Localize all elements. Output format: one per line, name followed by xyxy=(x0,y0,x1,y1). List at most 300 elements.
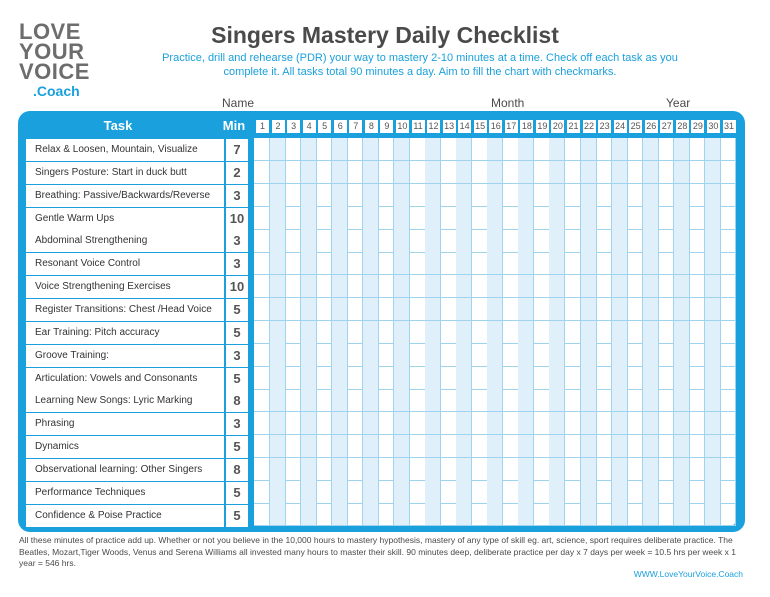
checkbox-cell[interactable] xyxy=(425,389,441,412)
checkbox-cell[interactable] xyxy=(254,298,270,321)
checkbox-cell[interactable] xyxy=(285,435,301,458)
checkbox-cell[interactable] xyxy=(534,366,550,389)
checkbox-cell[interactable] xyxy=(503,161,519,184)
checkbox-cell[interactable] xyxy=(705,321,721,344)
checkbox-cell[interactable] xyxy=(658,480,674,503)
checkbox-cell[interactable] xyxy=(503,480,519,503)
checkbox-cell[interactable] xyxy=(487,161,503,184)
checkbox-cell[interactable] xyxy=(378,480,394,503)
checkbox-cell[interactable] xyxy=(689,275,705,298)
checkbox-cell[interactable] xyxy=(503,458,519,481)
checkbox-cell[interactable] xyxy=(581,480,597,503)
checkbox-cell[interactable] xyxy=(518,229,534,252)
checkbox-cell[interactable] xyxy=(254,229,270,252)
checkbox-cell[interactable] xyxy=(643,321,659,344)
checkbox-cell[interactable] xyxy=(612,229,628,252)
checkbox-cell[interactable] xyxy=(425,435,441,458)
checkbox-cell[interactable] xyxy=(549,184,565,207)
checkbox-cell[interactable] xyxy=(534,298,550,321)
checkbox-cell[interactable] xyxy=(456,229,472,252)
checkbox-cell[interactable] xyxy=(487,275,503,298)
checkbox-cell[interactable] xyxy=(487,389,503,412)
checkbox-cell[interactable] xyxy=(472,138,488,161)
checkbox-cell[interactable] xyxy=(643,184,659,207)
checkbox-cell[interactable] xyxy=(394,206,410,229)
checkbox-cell[interactable] xyxy=(689,184,705,207)
checkbox-cell[interactable] xyxy=(627,480,643,503)
checkbox-cell[interactable] xyxy=(518,412,534,435)
checkbox-cell[interactable] xyxy=(285,161,301,184)
checkbox-cell[interactable] xyxy=(565,206,581,229)
checkbox-cell[interactable] xyxy=(301,321,317,344)
checkbox-cell[interactable] xyxy=(549,161,565,184)
checkbox-cell[interactable] xyxy=(270,480,286,503)
checkbox-cell[interactable] xyxy=(487,503,503,526)
checkbox-cell[interactable] xyxy=(301,503,317,526)
checkbox-cell[interactable] xyxy=(689,366,705,389)
checkbox-cell[interactable] xyxy=(441,161,457,184)
checkbox-cell[interactable] xyxy=(596,389,612,412)
checkbox-cell[interactable] xyxy=(394,161,410,184)
checkbox-cell[interactable] xyxy=(596,252,612,275)
checkbox-cell[interactable] xyxy=(627,298,643,321)
checkbox-cell[interactable] xyxy=(378,184,394,207)
checkbox-cell[interactable] xyxy=(674,480,690,503)
checkbox-cell[interactable] xyxy=(472,161,488,184)
checkbox-cell[interactable] xyxy=(581,343,597,366)
checkbox-cell[interactable] xyxy=(254,366,270,389)
checkbox-cell[interactable] xyxy=(581,435,597,458)
checkbox-cell[interactable] xyxy=(627,389,643,412)
checkbox-cell[interactable] xyxy=(720,298,736,321)
checkbox-cell[interactable] xyxy=(596,298,612,321)
checkbox-cell[interactable] xyxy=(425,503,441,526)
checkbox-cell[interactable] xyxy=(425,138,441,161)
checkbox-cell[interactable] xyxy=(596,184,612,207)
checkbox-cell[interactable] xyxy=(332,480,348,503)
checkbox-cell[interactable] xyxy=(285,206,301,229)
checkbox-cell[interactable] xyxy=(316,412,332,435)
checkbox-cell[interactable] xyxy=(378,435,394,458)
checkbox-cell[interactable] xyxy=(378,366,394,389)
checkbox-cell[interactable] xyxy=(549,480,565,503)
checkbox-cell[interactable] xyxy=(378,275,394,298)
checkbox-cell[interactable] xyxy=(518,161,534,184)
checkbox-cell[interactable] xyxy=(643,480,659,503)
checkbox-cell[interactable] xyxy=(378,389,394,412)
checkbox-cell[interactable] xyxy=(301,252,317,275)
checkbox-cell[interactable] xyxy=(285,138,301,161)
checkbox-cell[interactable] xyxy=(549,252,565,275)
checkbox-cell[interactable] xyxy=(332,366,348,389)
checkbox-cell[interactable] xyxy=(612,480,628,503)
checkbox-cell[interactable] xyxy=(705,206,721,229)
checkbox-cell[interactable] xyxy=(565,480,581,503)
checkbox-cell[interactable] xyxy=(332,343,348,366)
checkbox-cell[interactable] xyxy=(285,458,301,481)
checkbox-cell[interactable] xyxy=(316,458,332,481)
checkbox-cell[interactable] xyxy=(347,161,363,184)
checkbox-cell[interactable] xyxy=(518,184,534,207)
checkbox-cell[interactable] xyxy=(487,206,503,229)
checkbox-cell[interactable] xyxy=(581,458,597,481)
checkbox-cell[interactable] xyxy=(549,206,565,229)
checkbox-cell[interactable] xyxy=(456,366,472,389)
checkbox-cell[interactable] xyxy=(363,161,379,184)
checkbox-cell[interactable] xyxy=(689,503,705,526)
checkbox-cell[interactable] xyxy=(627,435,643,458)
checkbox-cell[interactable] xyxy=(332,412,348,435)
checkbox-cell[interactable] xyxy=(363,321,379,344)
checkbox-cell[interactable] xyxy=(596,138,612,161)
checkbox-cell[interactable] xyxy=(689,229,705,252)
checkbox-cell[interactable] xyxy=(472,184,488,207)
checkbox-cell[interactable] xyxy=(409,458,425,481)
checkbox-cell[interactable] xyxy=(518,206,534,229)
checkbox-cell[interactable] xyxy=(409,412,425,435)
checkbox-cell[interactable] xyxy=(581,184,597,207)
checkbox-cell[interactable] xyxy=(674,298,690,321)
checkbox-cell[interactable] xyxy=(627,275,643,298)
checkbox-cell[interactable] xyxy=(316,138,332,161)
checkbox-cell[interactable] xyxy=(363,503,379,526)
checkbox-cell[interactable] xyxy=(441,184,457,207)
checkbox-cell[interactable] xyxy=(534,389,550,412)
checkbox-cell[interactable] xyxy=(394,412,410,435)
checkbox-cell[interactable] xyxy=(720,366,736,389)
checkbox-cell[interactable] xyxy=(518,458,534,481)
checkbox-cell[interactable] xyxy=(285,366,301,389)
checkbox-cell[interactable] xyxy=(487,252,503,275)
checkbox-cell[interactable] xyxy=(643,435,659,458)
checkbox-cell[interactable] xyxy=(705,184,721,207)
checkbox-cell[interactable] xyxy=(394,252,410,275)
checkbox-cell[interactable] xyxy=(363,298,379,321)
checkbox-cell[interactable] xyxy=(549,298,565,321)
checkbox-cell[interactable] xyxy=(518,298,534,321)
checkbox-cell[interactable] xyxy=(549,458,565,481)
checkbox-cell[interactable] xyxy=(581,161,597,184)
checkbox-cell[interactable] xyxy=(627,412,643,435)
checkbox-cell[interactable] xyxy=(332,206,348,229)
checkbox-cell[interactable] xyxy=(394,184,410,207)
checkbox-cell[interactable] xyxy=(270,321,286,344)
checkbox-cell[interactable] xyxy=(705,503,721,526)
checkbox-cell[interactable] xyxy=(720,275,736,298)
checkbox-cell[interactable] xyxy=(378,321,394,344)
checkbox-cell[interactable] xyxy=(347,435,363,458)
checkbox-cell[interactable] xyxy=(254,458,270,481)
checkbox-cell[interactable] xyxy=(534,161,550,184)
checkbox-cell[interactable] xyxy=(503,366,519,389)
checkbox-cell[interactable] xyxy=(518,275,534,298)
checkbox-cell[interactable] xyxy=(487,458,503,481)
checkbox-cell[interactable] xyxy=(627,252,643,275)
checkbox-cell[interactable] xyxy=(409,343,425,366)
checkbox-cell[interactable] xyxy=(254,161,270,184)
checkbox-cell[interactable] xyxy=(316,184,332,207)
checkbox-cell[interactable] xyxy=(409,252,425,275)
checkbox-cell[interactable] xyxy=(441,229,457,252)
checkbox-cell[interactable] xyxy=(409,206,425,229)
checkbox-cell[interactable] xyxy=(627,161,643,184)
checkbox-cell[interactable] xyxy=(254,480,270,503)
checkbox-cell[interactable] xyxy=(689,206,705,229)
checkbox-cell[interactable] xyxy=(456,412,472,435)
checkbox-cell[interactable] xyxy=(705,366,721,389)
checkbox-cell[interactable] xyxy=(627,229,643,252)
checkbox-cell[interactable] xyxy=(487,298,503,321)
checkbox-cell[interactable] xyxy=(425,206,441,229)
checkbox-cell[interactable] xyxy=(378,458,394,481)
checkbox-cell[interactable] xyxy=(363,480,379,503)
checkbox-cell[interactable] xyxy=(720,252,736,275)
checkbox-cell[interactable] xyxy=(441,480,457,503)
checkbox-cell[interactable] xyxy=(518,480,534,503)
checkbox-cell[interactable] xyxy=(565,458,581,481)
checkbox-cell[interactable] xyxy=(720,206,736,229)
checkbox-cell[interactable] xyxy=(270,366,286,389)
checkbox-cell[interactable] xyxy=(363,366,379,389)
checkbox-cell[interactable] xyxy=(705,138,721,161)
checkbox-cell[interactable] xyxy=(612,366,628,389)
checkbox-cell[interactable] xyxy=(254,389,270,412)
checkbox-cell[interactable] xyxy=(503,275,519,298)
checkbox-cell[interactable] xyxy=(503,138,519,161)
checkbox-cell[interactable] xyxy=(301,161,317,184)
checkbox-cell[interactable] xyxy=(347,321,363,344)
checkbox-cell[interactable] xyxy=(720,343,736,366)
checkbox-cell[interactable] xyxy=(658,366,674,389)
checkbox-cell[interactable] xyxy=(472,298,488,321)
checkbox-cell[interactable] xyxy=(285,275,301,298)
checkbox-cell[interactable] xyxy=(643,298,659,321)
checkbox-cell[interactable] xyxy=(347,206,363,229)
checkbox-cell[interactable] xyxy=(565,503,581,526)
checkbox-cell[interactable] xyxy=(394,275,410,298)
checkbox-cell[interactable] xyxy=(409,503,425,526)
checkbox-cell[interactable] xyxy=(378,412,394,435)
checkbox-cell[interactable] xyxy=(378,138,394,161)
checkbox-cell[interactable] xyxy=(270,503,286,526)
checkbox-cell[interactable] xyxy=(363,343,379,366)
checkbox-cell[interactable] xyxy=(425,184,441,207)
checkbox-cell[interactable] xyxy=(581,321,597,344)
checkbox-cell[interactable] xyxy=(596,458,612,481)
checkbox-cell[interactable] xyxy=(658,298,674,321)
checkbox-cell[interactable] xyxy=(612,275,628,298)
checkbox-cell[interactable] xyxy=(254,435,270,458)
checkbox-cell[interactable] xyxy=(674,184,690,207)
checkbox-cell[interactable] xyxy=(394,229,410,252)
checkbox-cell[interactable] xyxy=(332,503,348,526)
checkbox-cell[interactable] xyxy=(347,343,363,366)
checkbox-cell[interactable] xyxy=(518,503,534,526)
checkbox-cell[interactable] xyxy=(441,252,457,275)
checkbox-cell[interactable] xyxy=(332,389,348,412)
checkbox-cell[interactable] xyxy=(363,138,379,161)
checkbox-cell[interactable] xyxy=(487,343,503,366)
checkbox-cell[interactable] xyxy=(518,389,534,412)
checkbox-cell[interactable] xyxy=(534,321,550,344)
checkbox-cell[interactable] xyxy=(612,161,628,184)
checkbox-cell[interactable] xyxy=(534,252,550,275)
checkbox-cell[interactable] xyxy=(596,412,612,435)
checkbox-cell[interactable] xyxy=(705,412,721,435)
checkbox-cell[interactable] xyxy=(689,480,705,503)
checkbox-cell[interactable] xyxy=(627,184,643,207)
checkbox-cell[interactable] xyxy=(472,252,488,275)
checkbox-cell[interactable] xyxy=(347,298,363,321)
checkbox-cell[interactable] xyxy=(409,321,425,344)
checkbox-cell[interactable] xyxy=(316,480,332,503)
checkbox-cell[interactable] xyxy=(394,343,410,366)
checkbox-cell[interactable] xyxy=(363,229,379,252)
checkbox-cell[interactable] xyxy=(503,389,519,412)
checkbox-cell[interactable] xyxy=(487,412,503,435)
checkbox-cell[interactable] xyxy=(270,184,286,207)
checkbox-cell[interactable] xyxy=(363,184,379,207)
checkbox-cell[interactable] xyxy=(658,138,674,161)
checkbox-cell[interactable] xyxy=(565,184,581,207)
checkbox-cell[interactable] xyxy=(534,229,550,252)
checkbox-cell[interactable] xyxy=(534,412,550,435)
checkbox-cell[interactable] xyxy=(534,458,550,481)
checkbox-cell[interactable] xyxy=(720,435,736,458)
checkbox-cell[interactable] xyxy=(658,321,674,344)
checkbox-cell[interactable] xyxy=(612,412,628,435)
checkbox-cell[interactable] xyxy=(472,366,488,389)
checkbox-cell[interactable] xyxy=(689,298,705,321)
checkbox-cell[interactable] xyxy=(347,458,363,481)
checkbox-cell[interactable] xyxy=(658,206,674,229)
checkbox-cell[interactable] xyxy=(378,252,394,275)
checkbox-cell[interactable] xyxy=(720,412,736,435)
checkbox-cell[interactable] xyxy=(674,275,690,298)
checkbox-cell[interactable] xyxy=(347,412,363,435)
checkbox-cell[interactable] xyxy=(316,435,332,458)
checkbox-cell[interactable] xyxy=(487,229,503,252)
checkbox-cell[interactable] xyxy=(689,412,705,435)
checkbox-cell[interactable] xyxy=(301,275,317,298)
checkbox-cell[interactable] xyxy=(705,298,721,321)
checkbox-cell[interactable] xyxy=(503,321,519,344)
checkbox-cell[interactable] xyxy=(425,321,441,344)
checkbox-cell[interactable] xyxy=(643,206,659,229)
checkbox-cell[interactable] xyxy=(503,298,519,321)
checkbox-cell[interactable] xyxy=(720,184,736,207)
checkbox-cell[interactable] xyxy=(347,366,363,389)
checkbox-cell[interactable] xyxy=(472,321,488,344)
checkbox-cell[interactable] xyxy=(596,229,612,252)
checkbox-cell[interactable] xyxy=(254,275,270,298)
checkbox-cell[interactable] xyxy=(254,503,270,526)
checkbox-cell[interactable] xyxy=(472,412,488,435)
checkbox-cell[interactable] xyxy=(689,389,705,412)
checkbox-cell[interactable] xyxy=(534,343,550,366)
checkbox-cell[interactable] xyxy=(674,343,690,366)
checkbox-cell[interactable] xyxy=(316,503,332,526)
checkbox-cell[interactable] xyxy=(581,389,597,412)
checkbox-cell[interactable] xyxy=(254,412,270,435)
checkbox-cell[interactable] xyxy=(363,412,379,435)
checkbox-cell[interactable] xyxy=(332,229,348,252)
checkbox-cell[interactable] xyxy=(285,389,301,412)
checkbox-cell[interactable] xyxy=(720,389,736,412)
checkbox-cell[interactable] xyxy=(301,389,317,412)
checkbox-cell[interactable] xyxy=(503,343,519,366)
checkbox-cell[interactable] xyxy=(425,275,441,298)
checkbox-cell[interactable] xyxy=(534,435,550,458)
checkbox-cell[interactable] xyxy=(347,503,363,526)
checkbox-cell[interactable] xyxy=(643,252,659,275)
checkbox-cell[interactable] xyxy=(518,252,534,275)
checkbox-cell[interactable] xyxy=(270,412,286,435)
checkbox-cell[interactable] xyxy=(394,503,410,526)
checkbox-cell[interactable] xyxy=(316,252,332,275)
checkbox-cell[interactable] xyxy=(643,138,659,161)
checkbox-cell[interactable] xyxy=(285,298,301,321)
checkbox-cell[interactable] xyxy=(409,229,425,252)
checkbox-cell[interactable] xyxy=(441,298,457,321)
checkbox-cell[interactable] xyxy=(409,161,425,184)
checkbox-cell[interactable] xyxy=(378,229,394,252)
checkbox-cell[interactable] xyxy=(581,298,597,321)
checkbox-cell[interactable] xyxy=(456,503,472,526)
checkbox-cell[interactable] xyxy=(518,366,534,389)
checkbox-cell[interactable] xyxy=(425,343,441,366)
checkbox-cell[interactable] xyxy=(332,298,348,321)
checkbox-cell[interactable] xyxy=(503,184,519,207)
checkbox-cell[interactable] xyxy=(425,161,441,184)
checkbox-cell[interactable] xyxy=(347,138,363,161)
checkbox-cell[interactable] xyxy=(549,275,565,298)
checkbox-cell[interactable] xyxy=(285,252,301,275)
checkbox-cell[interactable] xyxy=(612,138,628,161)
checkbox-cell[interactable] xyxy=(441,366,457,389)
checkbox-cell[interactable] xyxy=(472,206,488,229)
checkbox-cell[interactable] xyxy=(565,389,581,412)
checkbox-cell[interactable] xyxy=(705,458,721,481)
checkbox-cell[interactable] xyxy=(441,343,457,366)
checkbox-cell[interactable] xyxy=(441,138,457,161)
checkbox-cell[interactable] xyxy=(301,184,317,207)
checkbox-cell[interactable] xyxy=(596,343,612,366)
checkbox-cell[interactable] xyxy=(409,298,425,321)
checkbox-cell[interactable] xyxy=(612,503,628,526)
checkbox-cell[interactable] xyxy=(270,389,286,412)
checkbox-cell[interactable] xyxy=(332,321,348,344)
checkbox-cell[interactable] xyxy=(394,458,410,481)
checkbox-cell[interactable] xyxy=(549,229,565,252)
checkbox-cell[interactable] xyxy=(332,161,348,184)
checkbox-cell[interactable] xyxy=(518,138,534,161)
checkbox-cell[interactable] xyxy=(658,184,674,207)
checkbox-cell[interactable] xyxy=(627,366,643,389)
checkbox-cell[interactable] xyxy=(441,412,457,435)
checkbox-cell[interactable] xyxy=(503,206,519,229)
checkbox-cell[interactable] xyxy=(270,458,286,481)
checkbox-cell[interactable] xyxy=(363,435,379,458)
checkbox-cell[interactable] xyxy=(441,503,457,526)
checkbox-cell[interactable] xyxy=(612,435,628,458)
checkbox-cell[interactable] xyxy=(332,275,348,298)
checkbox-cell[interactable] xyxy=(285,321,301,344)
checkbox-cell[interactable] xyxy=(270,161,286,184)
checkbox-cell[interactable] xyxy=(674,138,690,161)
checkbox-cell[interactable] xyxy=(394,321,410,344)
checkbox-cell[interactable] xyxy=(581,275,597,298)
